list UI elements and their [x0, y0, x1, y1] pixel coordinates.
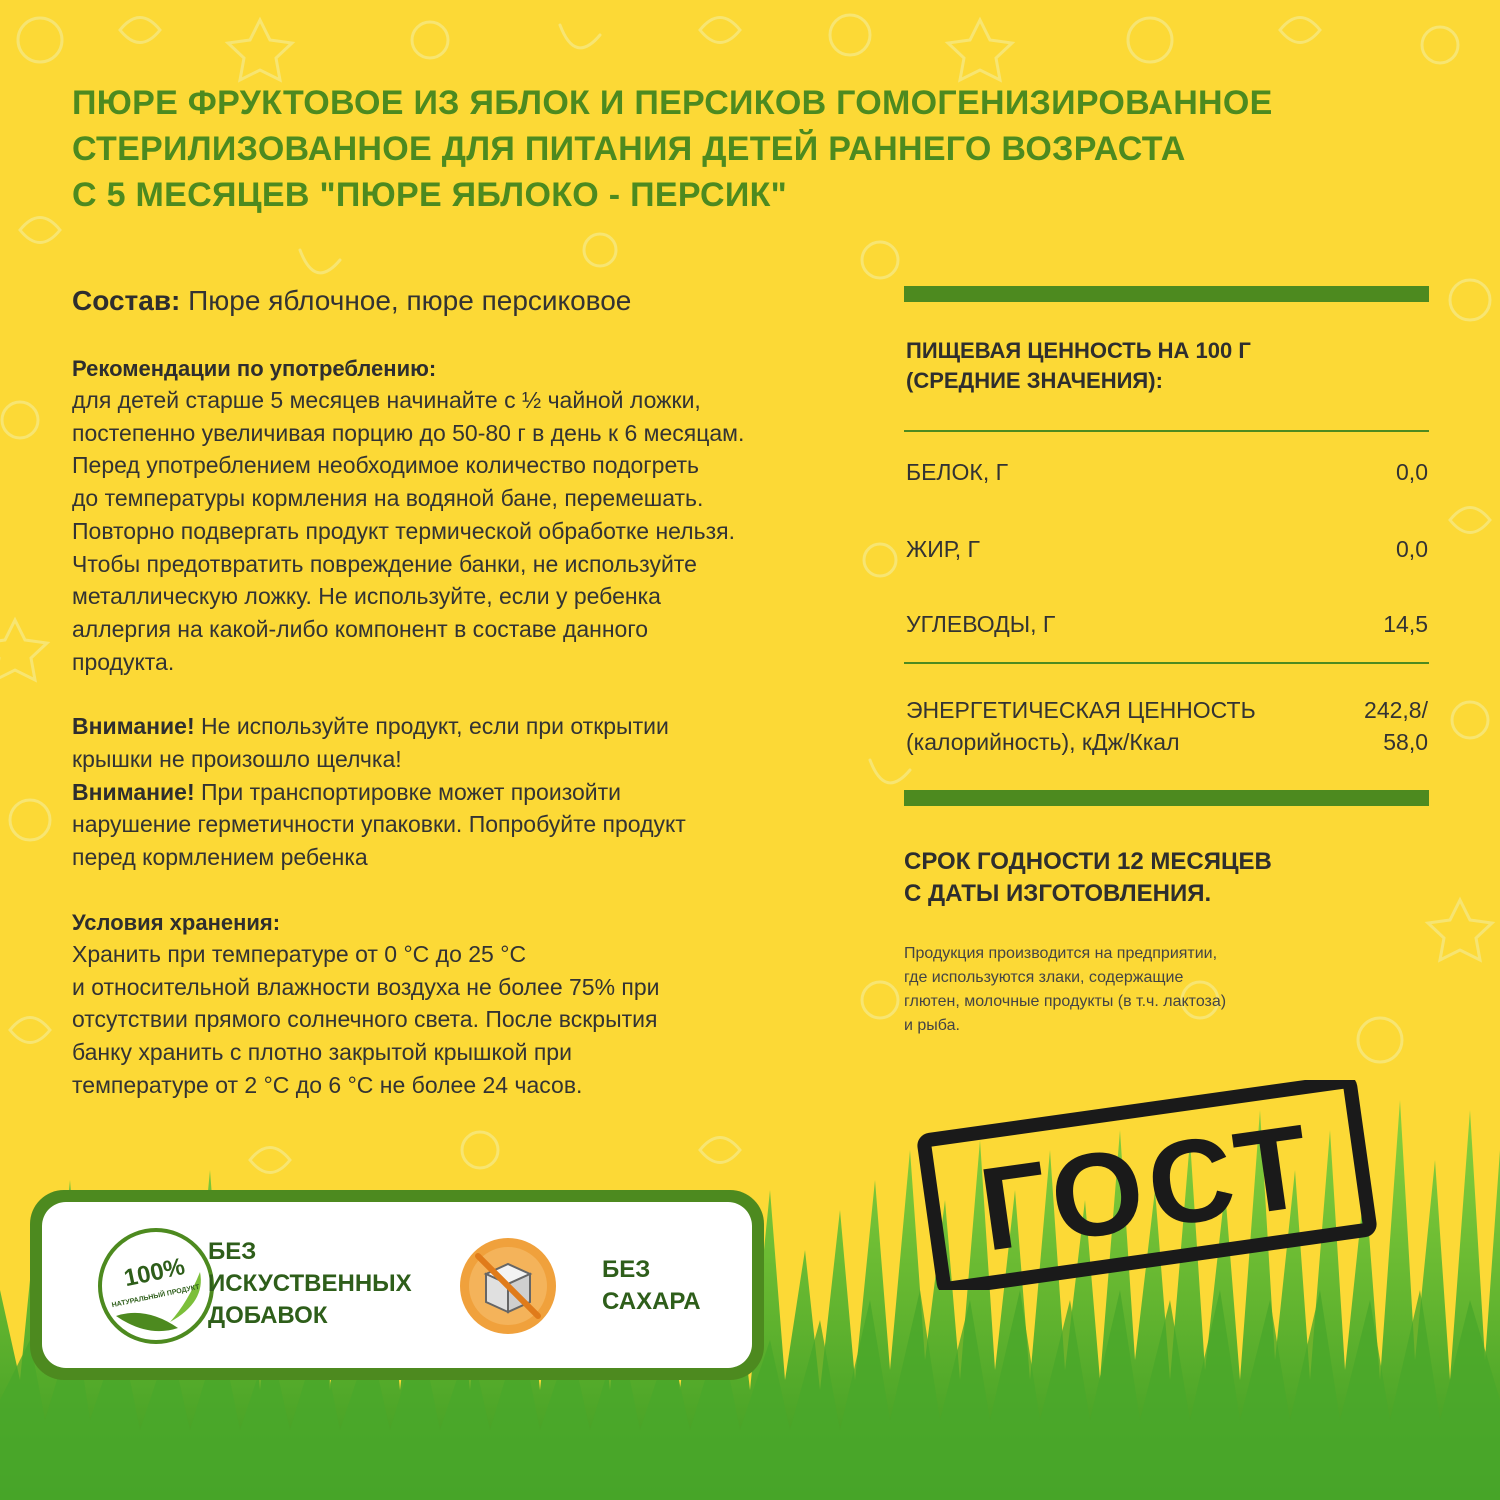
- recommendations-line: аллергия на какой-либо компонент в составе данного: [72, 615, 649, 642]
- seal-percent: 100%: [121, 1253, 188, 1293]
- recommendations-line: Чтобы предотвратить повреждение банки, не используйте: [72, 550, 697, 577]
- no-sugar-icon: [456, 1234, 560, 1338]
- product-info-column: [72, 282, 862, 1101]
- badge-line: БЕЗ: [602, 1256, 651, 1283]
- stamp-text: ГОСТ: [972, 1099, 1323, 1277]
- recommendations-line: Повторно подвергать продукт термической обработке нельзя.: [72, 517, 735, 544]
- storage-title: Условия хранения:: [72, 909, 281, 935]
- nutrition-value: 14,5: [1383, 611, 1428, 637]
- warning-line: [72, 776, 862, 809]
- allergen-note: [904, 942, 1324, 1038]
- title-line: С 5 МЕСЯЦЕВ "ПЮРЕ ЯБЛОКО - ПЕРСИК": [72, 176, 788, 214]
- natural-product-seal-icon: [94, 1224, 218, 1348]
- storage-line: температуре от 2 °С до 6 °С не более 24 часов.: [72, 1071, 583, 1098]
- features-badge-panel: [30, 1190, 764, 1380]
- composition-text: Пюре яблочное, пюре персиковое: [180, 285, 632, 316]
- no-sugar-label: [602, 1254, 701, 1318]
- storage-conditions: [72, 908, 862, 1102]
- warning-text: Не используйте продукт, если при открытии: [194, 713, 669, 740]
- badge-line: БЕЗ: [208, 1238, 257, 1265]
- energy-value-line: 58,0: [1383, 729, 1428, 755]
- recommendations: [72, 354, 862, 678]
- composition: [72, 282, 862, 320]
- energy-value-line: 242,8/: [1364, 697, 1428, 723]
- warnings: [72, 710, 862, 874]
- warning-text: При транспортировке может произойти: [194, 778, 622, 805]
- storage-line: отсутствии прямого солнечного света. После вскрытия: [72, 1006, 658, 1033]
- storage-line: и относительной влажности воздуха не более 75% при: [72, 973, 660, 1000]
- nutrition-label: ЖИР, Г: [906, 536, 980, 562]
- nutrition-top-bar: [904, 286, 1429, 302]
- divider: [904, 430, 1429, 432]
- badge-line: САХАРА: [602, 1288, 701, 1315]
- composition-label: Состав:: [72, 285, 181, 316]
- warning-line: [72, 710, 862, 743]
- recommendations-line: продукта.: [72, 648, 175, 675]
- shelf-life-line: С ДАТЫ ИЗГОТОВЛЕНИЯ.: [904, 880, 1212, 907]
- nutrition-bottom-bar: [904, 790, 1429, 806]
- nutrition-label: БЕЛОК, Г: [906, 459, 1009, 485]
- allergen-note-line: Продукция производится на предприятии,: [904, 945, 1218, 962]
- nutrition-value: 0,0: [1396, 459, 1428, 485]
- warning-label: Внимание!: [72, 778, 195, 805]
- badge-line: ИСКУСТВЕННЫХ: [208, 1270, 412, 1297]
- nutrition-value: [1364, 694, 1428, 758]
- allergen-note-line: и рыба.: [904, 1017, 960, 1034]
- storage-line: Хранить при температуре от 0 °С до 25 °С: [72, 940, 527, 967]
- warning-line: нарушение герметичности упаковки. Попробуйте продукт: [72, 811, 686, 838]
- energy-label-line: (калорийность), кДж/Ккал: [906, 729, 1180, 755]
- recommendations-line: постепенно увеличивая порцию до 50-80 г в день к 6 месяцам.: [72, 419, 745, 446]
- badge-line: ДОБАВОК: [208, 1302, 328, 1329]
- nutrition-title: [906, 336, 1426, 396]
- nutrition-label: [906, 694, 1256, 758]
- allergen-note-line: глютен, молочные продукты (в т.ч. лактоза): [904, 993, 1227, 1010]
- title-line: ПЮРЕ ФРУКТОВОЕ ИЗ ЯБЛОК И ПЕРСИКОВ ГОМОГЕНИЗИРОВАННОЕ: [72, 84, 1273, 122]
- product-title: [72, 80, 1452, 218]
- nutrition-title-line: (СРЕДНИЕ ЗНАЧЕНИЯ):: [906, 368, 1163, 393]
- nutrition-title-line: ПИЩЕВАЯ ЦЕННОСТЬ НА 100 Г: [906, 338, 1251, 363]
- warning-line: крышки не произошло щелчка!: [72, 746, 402, 773]
- warning-line: перед кормлением ребенка: [72, 844, 368, 871]
- warning-label: Внимание!: [72, 713, 195, 740]
- recommendations-line: Перед употреблением необходимое количество подогреть: [72, 452, 699, 479]
- nutrition-value: 0,0: [1396, 536, 1428, 562]
- features-badge-inner: [42, 1202, 752, 1368]
- recommendations-title: Рекомендации по употреблению:: [72, 356, 437, 381]
- energy-label-line: ЭНЕРГЕТИЧЕСКАЯ ЦЕННОСТЬ: [906, 697, 1256, 723]
- recommendations-line: до температуры кормления на водяной бане, перемешать.: [72, 485, 704, 512]
- seal-text: НАТУРАЛЬНЫЙ ПРОДУКТ: [111, 1283, 201, 1310]
- nutrition-label: УГЛЕВОДЫ, Г: [906, 611, 1056, 637]
- gost-stamp: [912, 1080, 1382, 1290]
- divider: [904, 662, 1429, 664]
- shelf-life-line: СРОК ГОДНОСТИ 12 МЕСЯЦЕВ: [904, 848, 1272, 875]
- storage-line: банку хранить с плотно закрытой крышкой при: [72, 1038, 572, 1065]
- allergen-note-line: где используются злаки, содержащие: [904, 969, 1184, 986]
- no-additives-label: [208, 1236, 412, 1332]
- recommendations-line: металлическую ложку. Не используйте, если у ребенка: [72, 583, 661, 610]
- recommendations-line: для детей старше 5 месяцев начинайте с ½ чайной ложки,: [72, 387, 701, 413]
- title-line: СТЕРИЛИЗОВАННОЕ ДЛЯ ПИТАНИЯ ДЕТЕЙ РАННЕГО ВОЗРАСТА: [72, 130, 1186, 168]
- shelf-life: [904, 846, 1424, 910]
- nutrition-row-energy: [906, 694, 1428, 758]
